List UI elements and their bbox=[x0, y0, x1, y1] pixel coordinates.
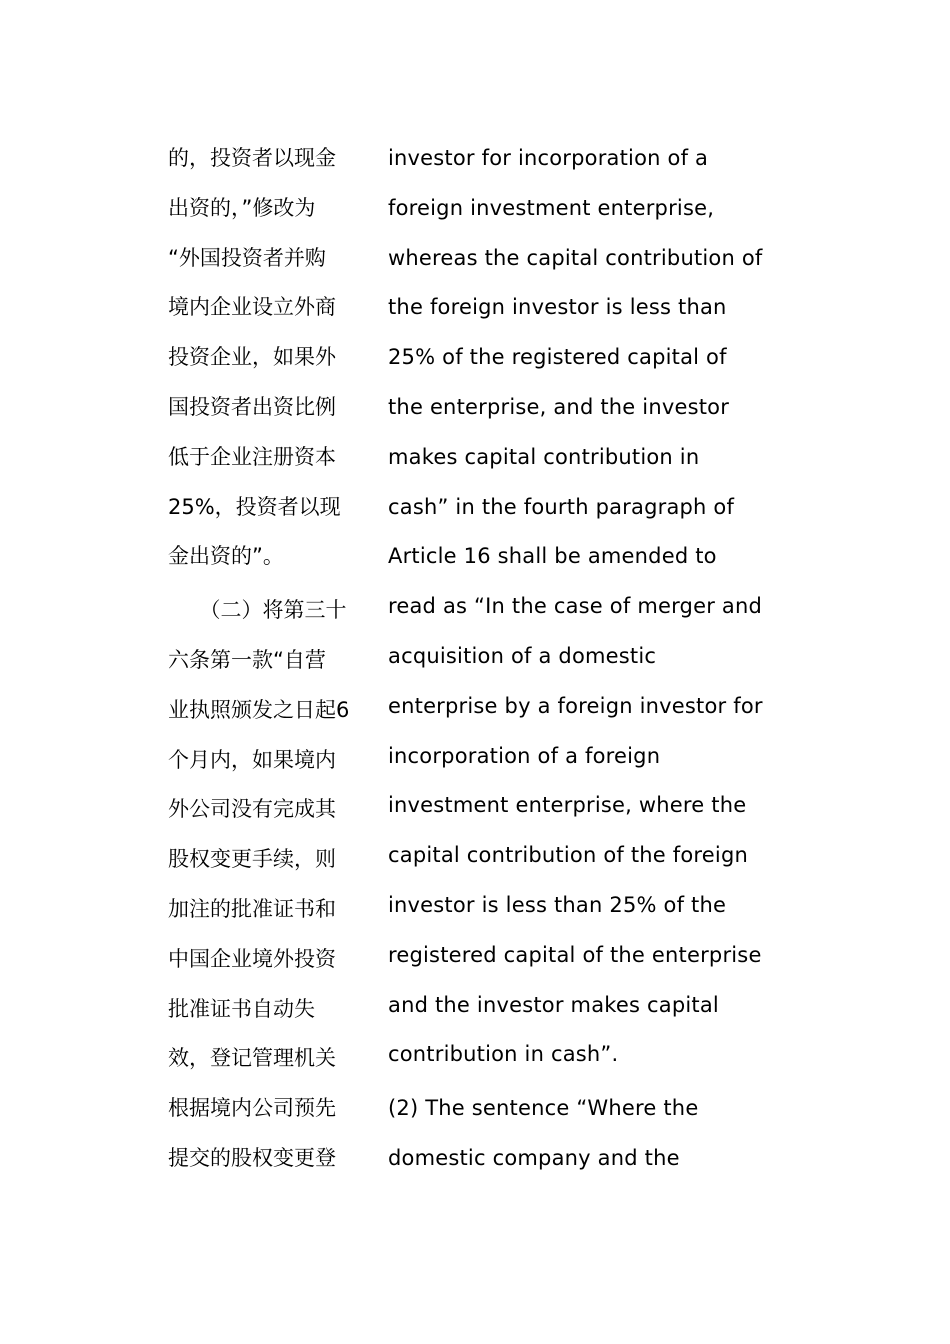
text-line: 批准证书自动失 bbox=[168, 996, 315, 1021]
text-line: acquisition of a domestic bbox=[388, 643, 657, 668]
english-text-column bbox=[388, 134, 788, 1184]
text-line: 25% of the registered capital of bbox=[388, 345, 727, 370]
text-line: 六条第一款“自营 bbox=[168, 647, 326, 672]
text-line: investor for incorporation of a bbox=[388, 146, 709, 170]
text-line: 金出资的”。 bbox=[168, 544, 284, 569]
text-line: 业执照颁发之日起6 bbox=[168, 697, 350, 722]
text-line: 个月内，如果境内 bbox=[168, 747, 336, 772]
text-line: 股权变更手续，则 bbox=[168, 847, 336, 872]
text-line: and the investor makes capital bbox=[388, 992, 719, 1017]
text-line: read as “In the case of merger and bbox=[388, 594, 763, 619]
text-line: enterprise by a foreign investor for bbox=[388, 693, 763, 718]
text-line: 中国企业境外投资 bbox=[168, 946, 336, 971]
text-line: the foreign investor is less than bbox=[388, 295, 727, 320]
text-line: domestic company and the bbox=[388, 1145, 680, 1170]
text-line: contribution in cash”. bbox=[388, 1042, 619, 1067]
text-line: foreign investment enterprise, bbox=[388, 195, 715, 220]
text-line: 效，登记管理机关 bbox=[168, 1046, 336, 1071]
text-line: investment enterprise, where the bbox=[388, 793, 747, 818]
text-line: “外国投资者并购 bbox=[168, 245, 326, 270]
text-line: 投资企业，如果外 bbox=[168, 345, 336, 370]
text-line: 国投资者出资比例 bbox=[168, 394, 336, 419]
text-line: 低于企业注册资本 bbox=[168, 444, 336, 469]
text-line: capital contribution of the foreign bbox=[388, 843, 749, 868]
chinese-text-column bbox=[168, 134, 374, 1184]
text-line: 出资的，”修改为 bbox=[168, 195, 316, 220]
text-line: 的，投资者以现金 bbox=[168, 146, 336, 170]
text-line: （二）将第三十 bbox=[168, 598, 347, 623]
text-line: whereas the capital contribution of bbox=[388, 245, 763, 270]
text-line: 外公司没有完成其 bbox=[168, 797, 336, 822]
text-line: makes capital contribution in bbox=[388, 444, 700, 469]
chinese-paragraph-1 bbox=[168, 134, 374, 582]
text-line: 25%，投资者以现 bbox=[168, 494, 341, 519]
text-line: cash” in the fourth paragraph of bbox=[388, 494, 735, 519]
chinese-paragraph-2 bbox=[168, 586, 374, 1184]
text-line: (2) The sentence “Where the bbox=[388, 1096, 699, 1121]
english-paragraph-1 bbox=[388, 134, 788, 1080]
text-line: investor is less than 25% of the bbox=[388, 892, 727, 917]
text-line: incorporation of a foreign bbox=[388, 743, 661, 768]
text-line: 加注的批准证书和 bbox=[168, 896, 336, 921]
text-line: Article 16 shall be amended to bbox=[388, 544, 717, 569]
text-line: 根据境内公司预先 bbox=[168, 1096, 336, 1121]
text-line: registered capital of the enterprise bbox=[388, 942, 762, 967]
text-line: the enterprise, and the investor bbox=[388, 394, 730, 419]
english-paragraph-2 bbox=[388, 1084, 788, 1184]
text-line: 境内企业设立外商 bbox=[168, 295, 336, 320]
text-line: 提交的股权变更登 bbox=[168, 1145, 336, 1170]
